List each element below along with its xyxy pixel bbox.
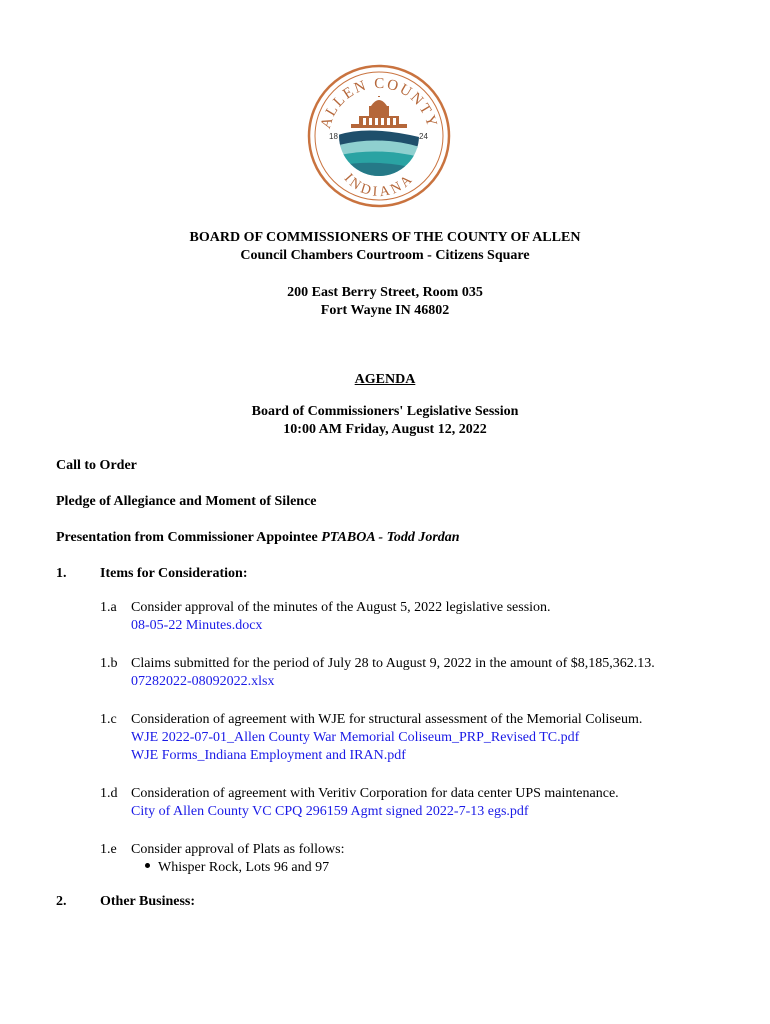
seal-top-text: ALLEN COUNTY [317, 75, 441, 131]
section-number: 2. [56, 894, 67, 909]
plat-bullet-item: Whisper Rock, Lots 96 and 97 [145, 859, 329, 877]
item-id: 1.d [100, 786, 118, 801]
attachment-link[interactable]: 07282022-08092022.xlsx [131, 674, 275, 689]
item-text: Claims submitted for the period of July 28 to August 9, 2022 in the amount of $8,185,362.13. [131, 656, 655, 671]
item-id: 1.b [100, 656, 118, 671]
item-text: Consider approval of the minutes of the August 5, 2022 legislative session. [131, 600, 551, 615]
item-text: Consider approval of Plats as follows: [131, 842, 345, 857]
section-title: Other Business: [100, 894, 196, 909]
allen-county-seal-logo [307, 50, 451, 220]
presentation: Presentation from Commissioner Appointee PTABOA - Todd Jordan [56, 530, 460, 545]
agenda-title: AGENDA [354, 372, 416, 387]
section-number: 1. [56, 566, 67, 581]
call-to-order: Call to Order [56, 458, 137, 473]
item-id: 1.e [100, 842, 117, 857]
section-title: Items for Consideration: [100, 566, 248, 581]
address-line-2: Fort Wayne IN 46802 [320, 303, 450, 318]
attachment-link[interactable]: City of Allen County VC CPQ 296159 Agmt signed 2022-7-13 egs.pdf [131, 804, 529, 819]
seal-year-right: 24 [419, 132, 428, 141]
meeting-location: Council Chambers Courtroom - Citizens Square [240, 248, 530, 263]
session-title: Board of Commissioners' Legislative Session [251, 404, 519, 419]
attachment-link[interactable]: WJE Forms_Indiana Employment and IRAN.pdf [131, 748, 406, 763]
item-id: 1.a [100, 600, 117, 615]
item-id: 1.c [100, 712, 117, 727]
attachment-link[interactable]: WJE 2022-07-01_Allen County War Memorial Coliseum_PRP_Revised TC.pdf [131, 730, 580, 745]
pledge: Pledge of Allegiance and Moment of Silence [56, 494, 317, 509]
seal-bottom-text: INDIANA [340, 170, 418, 201]
item-text: Consideration of agreement with WJE for structural assessment of the Memorial Coliseum. [131, 712, 643, 727]
item-text: Consideration of agreement with Veritiv Corporation for data center UPS maintenance. [131, 786, 619, 801]
attachment-link[interactable]: 08-05-22 Minutes.docx [131, 618, 263, 633]
address-line-1: 200 East Berry Street, Room 035 [287, 285, 483, 300]
bullet-icon [145, 863, 150, 868]
session-datetime: 10:00 AM Friday, August 12, 2022 [283, 422, 487, 437]
board-title: BOARD OF COMMISSIONERS OF THE COUNTY OF ALLEN [189, 230, 581, 245]
seal-year-left: 18 [329, 132, 338, 141]
